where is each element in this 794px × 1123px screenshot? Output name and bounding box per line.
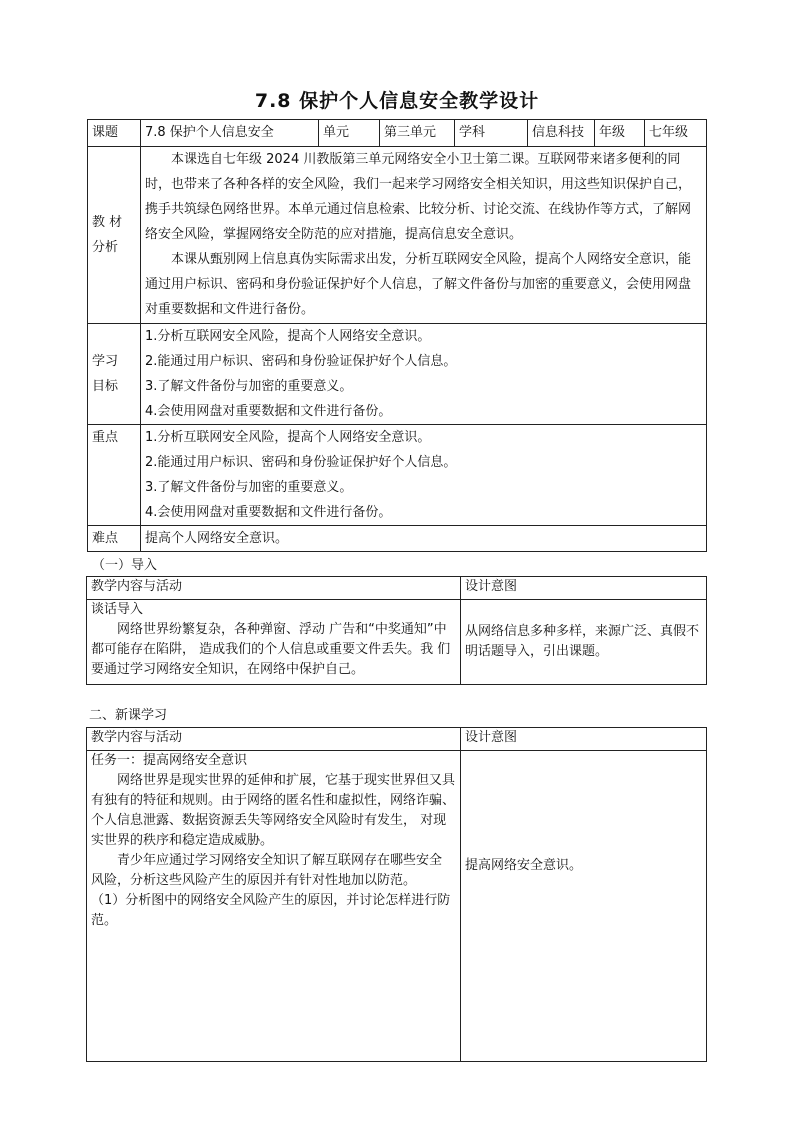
task-1-question-1: （1）分析图中的网络安全风险产生的原因，并讨论怎样进行防范。 <box>91 893 451 928</box>
key-points-content <box>141 425 707 526</box>
task-1-paragraph-2: 青少年应通过学习网络安全知识了解互联网存在哪些安全 风险，分析这些风险产生的原因并有针对性地加以防范。 <box>91 853 443 888</box>
analysis-paragraph-1: 本课选自七年级 2024 川教版第三单元网络安全小卫士第二课。互联网带来诸多便利的同时，也带来了各种各样的安全风险，我们一起来学习网络安全相关知识，用这些知识保护自己，携手共筑绿色网络世界。本单元通过信息检索、比较分析、讨论交流、在线协作等方式，了解网络安全风险，掌握网络安全防范的应对措施，提高信息安全意识。 <box>145 152 692 242</box>
intro-intent: 从网络信息多种多样，来源广泛、真假不明话题导入，引出课题。 <box>461 600 707 685</box>
intro-header-row <box>87 577 707 600</box>
section-1-heading: （一）导入 <box>92 558 158 573</box>
intro-body-row <box>87 600 707 685</box>
intro-col-activity: 教学内容与活动 <box>87 577 461 600</box>
intro-col-intent: 设计意图 <box>461 577 707 600</box>
analysis-paragraph-2: 本课从甄别网上信息真伪实际需求出发，分析互联网安全风险，提高个人网络安全意识，能通过用户标识、密码和身份验证保护好个人信息，了解文件备份与加密的重要意义，会使用网盘对重要数据和文件进行备份。 <box>145 252 692 317</box>
goal-item: 1.分析互联网安全风险，提高个人网络安全意识。 <box>145 329 431 344</box>
new-lesson-table <box>86 727 707 1062</box>
analysis-content <box>141 147 707 324</box>
goals-content <box>141 324 707 425</box>
grade-value: 七年级 <box>645 120 707 147</box>
lesson-info-table <box>87 119 707 552</box>
key-point-item: 2.能通过用户标识、密码和身份验证保护好个人信息。 <box>145 455 457 470</box>
difficulty-label: 难点 <box>88 526 141 552</box>
task-1-paragraph-1: 网络世界是现实世界的延伸和扩展，它基于现实世界但又具有独有的特征和规则。由于网络的匿名性和虚拟性，网络诈骗、个人信息泄露、数据资源丢失等网络安全风险时有发生， 对现实世界的秩序和稳定造成威胁。 <box>91 773 456 848</box>
header-row <box>88 120 707 147</box>
goals-row <box>88 324 707 425</box>
new-lesson-activity-cell <box>87 751 461 1062</box>
analysis-label: 教 材 分析 <box>88 147 141 324</box>
key-point-item: 4.会使用网盘对重要数据和文件进行备份。 <box>145 505 392 520</box>
subject-label: 学科 <box>455 120 528 147</box>
goal-item: 3.了解文件备份与加密的重要意义。 <box>145 379 353 394</box>
unit-value: 第三单元 <box>380 120 455 147</box>
goal-item: 2.能通过用户标识、密码和身份验证保护好个人信息。 <box>145 354 457 369</box>
intro-subheading: 谈话导入 <box>91 602 144 617</box>
intro-table <box>86 576 707 685</box>
goal-item: 4.会使用网盘对重要数据和文件进行备份。 <box>145 404 392 419</box>
analysis-row <box>88 147 707 324</box>
section-2-heading: 二、新课学习 <box>89 708 168 723</box>
intro-body: 网络世界纷繁复杂，各种弹窗、浮动 广告和“中奖通知”中都可能存在陷阱， 造成我们的个人信息或重要文件丢失。我 们要通过学习网络安全知识，在网络中保护自己。 <box>91 622 451 677</box>
document-title: 7.8 保护个人信息安全教学设计 <box>254 90 540 112</box>
key-point-item: 1.分析互联网安全风险，提高个人网络安全意识。 <box>145 430 431 445</box>
difficulty-row <box>88 526 707 552</box>
new-lesson-col-intent: 设计意图 <box>461 728 707 751</box>
key-points-row <box>88 425 707 526</box>
new-lesson-intent: 提高网络安全意识。 <box>461 751 707 1062</box>
topic-value: 7.8 保护个人信息安全 <box>141 120 319 147</box>
task-1-heading: 任务一：提高网络安全意识 <box>91 753 248 768</box>
new-lesson-col-activity: 教学内容与活动 <box>87 728 461 751</box>
new-lesson-header-row <box>87 728 707 751</box>
grade-label: 年级 <box>595 120 645 147</box>
difficulty-content: 提高个人网络安全意识。 <box>141 526 707 552</box>
goals-label: 学习 目标 <box>88 324 141 425</box>
subject-value: 信息科技 <box>528 120 595 147</box>
key-point-item: 3.了解文件备份与加密的重要意义。 <box>145 480 353 495</box>
new-lesson-body-row <box>87 751 707 1062</box>
intro-activity-cell <box>87 600 461 685</box>
unit-label: 单元 <box>319 120 380 147</box>
topic-label: 课题 <box>88 120 141 147</box>
key-points-label: 重点 <box>88 425 141 526</box>
